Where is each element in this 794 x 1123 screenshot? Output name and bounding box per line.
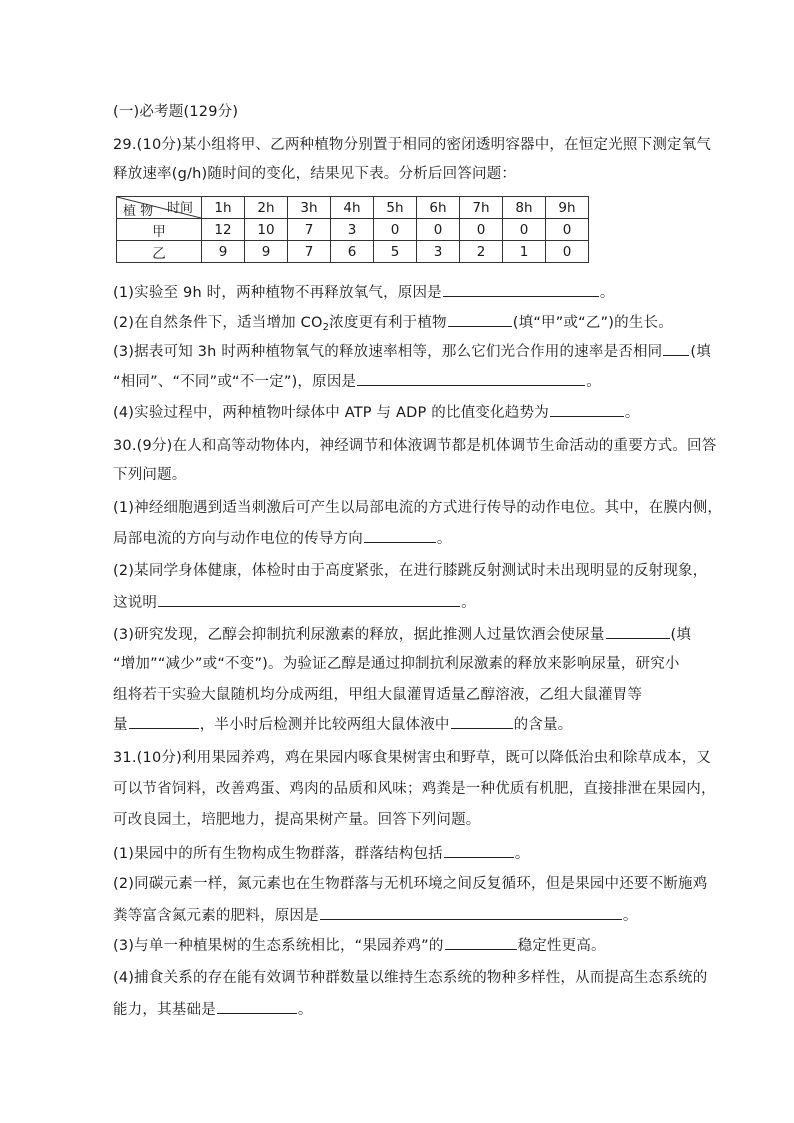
q31-stem-line3: 可改良园土，培肥地力，提高果树产量。回答下列问题。 xyxy=(113,812,481,828)
answer-blank[interactable] xyxy=(357,371,585,386)
table-cell: 0 xyxy=(546,219,589,241)
answer-blank[interactable] xyxy=(364,528,436,543)
table-cell: 0 xyxy=(417,219,460,241)
q30-sub3-line3: 组将若干实验大鼠随机均分成两组，甲组大鼠灌胃适量乙醇溶液，乙组大鼠灌胃等 xyxy=(113,687,643,703)
q29-sub1-text: (1)实验至 9h 时，两种植物不再释放氧气，原因是 xyxy=(113,285,442,301)
table-cell: 7 xyxy=(288,219,331,241)
q30-sub3-hint: (填 xyxy=(670,627,692,643)
table-cell: 3 xyxy=(417,241,460,263)
q30-stem-line1: 30.(9分)在人和高等动物体内，神经调节和体液调节都是机体调节生命活动的重要方式。回答 xyxy=(113,438,717,454)
table-cell: 1 xyxy=(503,241,546,263)
q30-sub1-line2 xyxy=(113,528,688,549)
header-cell: 4h xyxy=(331,197,374,219)
header-cell: 3h xyxy=(288,197,331,219)
q30-sub2-line1: (2)某同学身体健康，体检时由于高度紧张，在进行膝跳反射测试时未出现明显的反射现象， xyxy=(113,563,708,579)
q31-sub4-text: 能力，其基础是 xyxy=(113,1002,216,1018)
q29-sub1 xyxy=(113,282,688,303)
q30-sub3-line4 xyxy=(113,714,688,735)
q31-sub3-text: (3)与单一种植果树的生态系统相比，“果园养鸡”的 xyxy=(113,938,444,954)
header-cell: 8h xyxy=(503,197,546,219)
q31-sub2-line2 xyxy=(113,905,688,926)
q31-stem-line1: 31.(10分)利用果园养鸡，鸡在果园内啄食果树害虫和野草，既可以降低治虫和除草成本，又 xyxy=(113,750,712,766)
q30-sub3-line1 xyxy=(113,624,692,645)
q30-sub1-line1: (1)神经细胞遇到适当刺激后可产生以局部电流的方式进行传导的动作电位。其中，在膜内侧， xyxy=(113,500,723,516)
q30-sub2-end: 。 xyxy=(461,595,476,611)
table-cell: 9 xyxy=(202,241,245,263)
table-cell: 2 xyxy=(460,241,503,263)
q30-sub3-text: (3)研究发现，乙醇会抑制抗利尿激素的释放，据此推测人过量饮酒会使尿量 xyxy=(113,627,605,643)
q31-sub2-end: 。 xyxy=(622,908,638,924)
table-cell: 3 xyxy=(331,219,374,241)
q30-stem-line2: 下列问题。 xyxy=(113,467,187,483)
answer-blank[interactable] xyxy=(606,624,670,639)
q30-sub3-line2: “增加”“减少”或“不变”)。为验证乙醇是通过抑制抗利尿激素的释放来影响尿量，研究小 xyxy=(113,656,680,672)
q30-sub1-text: 局部电流的方向与动作电位的传导方向 xyxy=(113,531,363,547)
table-cell: 0 xyxy=(503,219,546,241)
q31-sub4-line1: (4)捕食关系的存在能有效调节种群数量以维持生态系统的物种多样性，从而提高生态系统的 xyxy=(113,970,708,986)
q29-sub3-hint: (填 xyxy=(690,344,711,360)
table-cell: 5 xyxy=(374,241,417,263)
answer-blank[interactable] xyxy=(320,905,622,920)
q30-sub2-text: 这说明 xyxy=(113,595,158,611)
co2-subscript: 2 xyxy=(322,322,330,333)
answer-blank[interactable] xyxy=(448,312,512,327)
answer-blank[interactable] xyxy=(550,402,624,417)
table-cell: 10 xyxy=(245,219,288,241)
header-cell: 9h xyxy=(546,197,589,219)
q29-sub2-text: (2)在自然条件下，适当增加 CO xyxy=(113,315,323,331)
header-cell: 7h xyxy=(460,197,503,219)
q31-sub2-line1: (2)同碳元素一样，氮元素也在生物群落与无机环境之间反复循环，但是果园中还要不断施鸡 xyxy=(113,876,708,892)
q31-sub3-end: 稳定性更高。 xyxy=(517,938,606,954)
answer-blank[interactable] xyxy=(445,935,517,950)
q29-sub4-text: (4)实验过程中，两种植物叶绿体中 ATP 与 ADP 的比值变化趋势为 xyxy=(113,405,549,421)
q31-sub2-text: 粪等富含氮元素的肥料，原因是 xyxy=(113,908,319,924)
q31-sub4-end: 。 xyxy=(297,1002,313,1018)
q29-sub1-end: 。 xyxy=(599,285,615,301)
q31-sub3 xyxy=(113,935,688,956)
q30-sub3-text2: 量 xyxy=(113,717,128,733)
answer-blank[interactable] xyxy=(663,341,689,356)
q30-sub3-text3: ，半小时后检测并比较两组大鼠体液中 xyxy=(199,717,450,733)
q29-sub4-end: 。 xyxy=(624,405,640,421)
q29-sub2 xyxy=(113,312,688,338)
q30-sub3-end: 的含量。 xyxy=(513,717,573,733)
answer-blank[interactable] xyxy=(129,714,199,729)
answer-blank[interactable] xyxy=(217,999,297,1014)
q31-sub4-line2 xyxy=(113,999,688,1020)
q31-sub1-text: (1)果园中的所有生物构成生物群落，群落结构包括 xyxy=(113,846,443,862)
q29-sub3-line1 xyxy=(113,341,711,362)
q29-sub3-text2: “相同”、“不同”或“不一定”)，原因是 xyxy=(113,374,357,390)
oxygen-rate-table xyxy=(116,196,589,263)
table-cell: 0 xyxy=(546,241,589,263)
q29-sub2-end: (填“甲”或“乙”)的生长。 xyxy=(512,315,673,331)
corner-time-label: 时间 xyxy=(167,201,194,216)
table-cell: 12 xyxy=(202,219,245,241)
header-cell: 2h xyxy=(245,197,288,219)
q29-sub3-text: (3)据表可知 3h 时两种植物氧气的释放速率相等，那么它们光合作用的速率是否相同 xyxy=(113,344,663,360)
table-corner-cell xyxy=(117,197,202,219)
table-row-jia xyxy=(117,219,589,241)
answer-blank[interactable] xyxy=(451,714,513,729)
answer-blank[interactable] xyxy=(444,843,514,858)
table-header-row xyxy=(117,197,589,219)
row-label: 甲 xyxy=(117,219,202,241)
table-cell: 9 xyxy=(245,241,288,263)
header-cell: 6h xyxy=(417,197,460,219)
q30-sub1-end: 。 xyxy=(436,531,452,547)
q29-sub4 xyxy=(113,402,688,423)
q31-stem-line2: 可以节省饲料，改善鸡蛋、鸡肉的品质和风味；鸡粪是一种优质有机肥，直接排泄在果园内， xyxy=(113,781,716,797)
table-cell: 0 xyxy=(460,219,503,241)
q29-sub3-line2 xyxy=(113,371,688,392)
table-cell: 6 xyxy=(331,241,374,263)
q29-stem-line1: 29.(10分)某小组将甲、乙两种植物分别置于相同的密闭透明容器中，在恒定光照下测定氧气 xyxy=(113,137,712,153)
row-label: 乙 xyxy=(117,241,202,263)
header-cell: 5h xyxy=(374,197,417,219)
q29-stem-line2: 释放速率(g/h)随时间的变化，结果见下表。分析后回答问题： xyxy=(113,166,517,182)
answer-blank[interactable] xyxy=(158,592,460,607)
corner-plant-label: 植 物 xyxy=(123,204,154,219)
table-row-yi xyxy=(117,241,589,263)
q29-sub3-end: 。 xyxy=(586,374,601,390)
header-cell: 1h xyxy=(202,197,245,219)
q29-sub2-text2: 浓度更有利于植物 xyxy=(329,315,447,331)
q31-sub1 xyxy=(113,843,688,864)
answer-blank[interactable] xyxy=(443,282,599,297)
q30-sub2-line2 xyxy=(113,592,688,613)
q31-sub1-end: 。 xyxy=(514,846,530,862)
table-cell: 7 xyxy=(288,241,331,263)
table-cell: 0 xyxy=(374,219,417,241)
section-title: (一)必考题(129分) xyxy=(113,104,239,120)
